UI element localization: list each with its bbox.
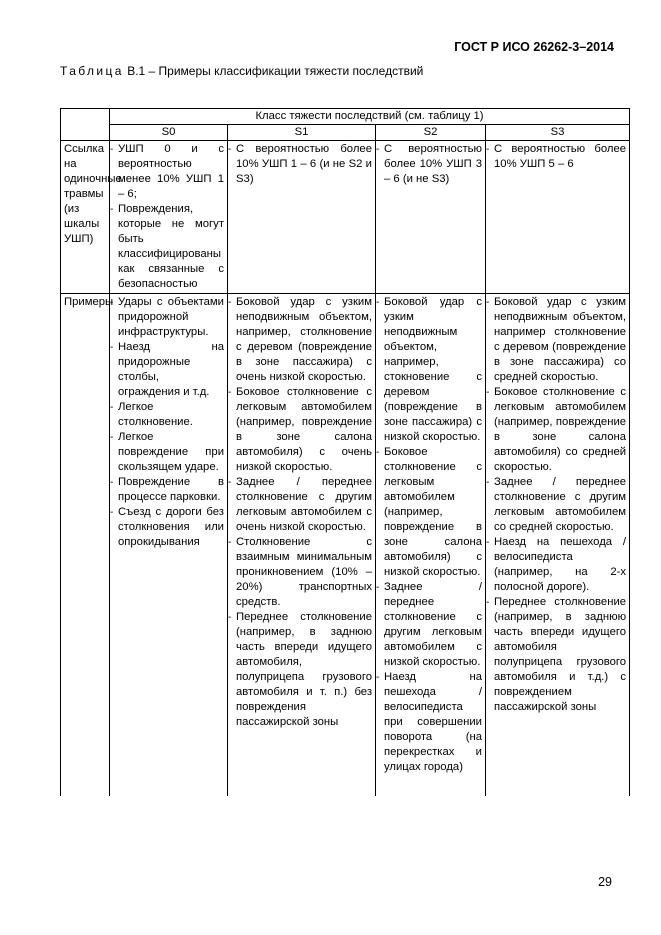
cell-s1: [228, 294, 376, 797]
cell-item: - Повреждения, которые не могут быть классифицированы как связанные с безопасностью: [113, 202, 224, 292]
column-header-s0: S0: [110, 125, 228, 141]
caption-label: Таблица: [60, 64, 124, 78]
cell-item: - Столкновение с взаимным минимальным проникновением (10% – 20%) транспортных средств.: [231, 535, 372, 610]
cell-item: - Легкое столкновение.: [113, 400, 224, 430]
cell-item: - Повреждение в процессе парковки.: [113, 475, 224, 505]
caption-text: В.1 – Примеры классификации тяжести последствий: [127, 64, 424, 78]
cell-s1: [228, 141, 376, 294]
cell-item: - Боковой удар с узким неподвижным объектом, например, стокновение с деревом (повреждение в зоне пассажира) с низкой скоростью.: [379, 295, 482, 445]
cell-item: - С вероятностью более 10% УШП 1 – 6 (и не S2 и S3): [231, 142, 372, 187]
table-row: [61, 141, 630, 294]
cell-s3: [486, 141, 630, 294]
cell-item: - Заднее / переднее столкновение с другим легковым автомобилем с низкой скоростью.: [379, 580, 482, 670]
table-subheader-row: [61, 125, 630, 141]
cell-item: - Заднее / переднее столкновение с другим легковым автомобилем со средней скоростью.: [489, 475, 626, 535]
cell-item: - УШП 0 и с вероятностью менее 10% УШП 1 – 6;: [113, 142, 224, 202]
cell-item: - С вероятностью более 10% УШП 5 – 6: [489, 142, 626, 172]
cell-item: - Боковое столкновение с легковым автомобилем (например, повреждение в зоне салона автомобиля) со средней скоростью.: [489, 385, 626, 475]
cell-item: - Наезд на придорожные столбы, ограждения и т.д.: [113, 340, 224, 400]
cell-item: - Наезд на пешехода / велосипедиста (например, на 2-х полосной дороге).: [489, 535, 626, 595]
row-label: Ссылка на одиночные травмы (из шкалы УШП): [61, 141, 110, 294]
column-header-s3: S3: [486, 125, 630, 141]
cell-item: - Наезд на пешехода / велосипедиста при совершении поворота (на перекрестках и улицах города): [379, 670, 482, 775]
cell-item: - Боковое столкновение с легковым автомобилем (например, повреждение в зоне салона автомобиля) с низкой скоростью.: [379, 445, 482, 580]
cell-item: - Заднее / переднее столкновение с другим легковым автомобилем с очень низкой скоростью.: [231, 475, 372, 535]
cell-item: - Боковое столкновение с легковым автомобилем (например, повреждение в зоне салона автомобиля) с очень низкой скоростью.: [231, 385, 372, 475]
group-header: Класс тяжести последствий (см. таблицу 1): [110, 109, 630, 125]
cell-item: - Переднее столкновение (например, в заднюю часть впереди идущего автомобиля, полуприцепа грузового автомобиля и т. п.) без повреждения пассажирской зоны: [231, 610, 372, 730]
cell-s0: [110, 141, 228, 294]
cell-s2: [376, 141, 486, 294]
cell-item: - Боковой удар с узким неподвижным объектом, например столкновение с деревом (повреждение в зоне пассажира) со средней скоростью.: [489, 295, 626, 385]
cell-s0: [110, 294, 228, 797]
table-caption: [60, 64, 423, 78]
cell-s2: [376, 294, 486, 797]
standard-code: ГОСТ Р ИСО 26262-3–2014: [454, 40, 614, 54]
corner-cell: [61, 109, 110, 141]
row-label: Примеры: [61, 294, 110, 797]
table-header-row: [61, 109, 630, 125]
severity-classification-table: [60, 108, 630, 796]
column-header-s1: S1: [228, 125, 376, 141]
cell-item: - Переднее столкновение (например, в заднюю часть впереди идущего автомобиля полуприцепа грузового автомобиля и т.д.) с повреждением пассажирской зоны: [489, 595, 626, 715]
cell-item: - Боковой удар с узким неподвижным объектом, например, столкновение с деревом (повреждение в зоне пассажира) с очень низкой скоростью.: [231, 295, 372, 385]
cell-item: - С вероятностью более 10% УШП 3 – 6 (и не S3): [379, 142, 482, 187]
cell-item: - Удары с объектами придорожной инфраструктуры.: [113, 295, 224, 340]
column-header-s2: S2: [376, 125, 486, 141]
page-number: 29: [598, 875, 612, 889]
cell-item: - Съезд с дороги без столкновения или опрокидывания: [113, 505, 224, 550]
cell-s3: [486, 294, 630, 797]
table-row: [61, 294, 630, 797]
cell-item: - Легкое повреждение при скользящем ударе.: [113, 430, 224, 475]
